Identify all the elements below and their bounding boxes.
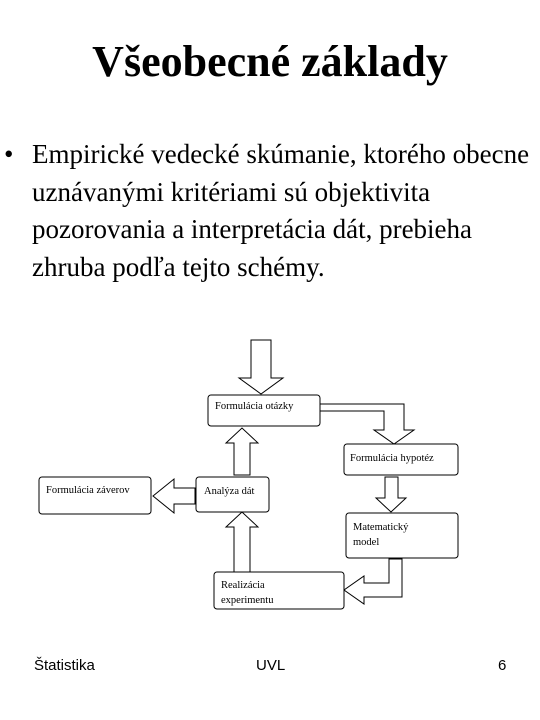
arrow-hypotheses-to-model bbox=[376, 477, 406, 512]
box-math-model-label-1: Matematický bbox=[353, 522, 409, 533]
slide-title: Všeobecné základy bbox=[92, 37, 448, 86]
arrow-to-hypotheses bbox=[320, 404, 414, 444]
arrow-model-to-experiment bbox=[344, 559, 402, 604]
box-formulation-hypotheses-label: Formulácia hypotéz bbox=[350, 453, 434, 464]
box-formulation-question-label: Formulácia otázky bbox=[215, 401, 294, 412]
box-math-model-label-2: model bbox=[353, 537, 380, 548]
bullet-dot: • bbox=[4, 139, 14, 169]
box-experiment-label-1: Realizácia bbox=[221, 580, 265, 591]
box-data-analysis-label: Analýza dát bbox=[204, 486, 255, 497]
entry-arrow-down bbox=[239, 340, 283, 394]
box-experiment-label-2: experimentu bbox=[221, 595, 274, 606]
footer-center-text: UVL bbox=[256, 657, 286, 674]
footer-left-text: Štatistika bbox=[34, 657, 95, 674]
bullet-text: Empirické vedecké skúmanie, ktorého obecne uznávanými kritériami sú objektivita pozorovania a interpretácia dát, prebieha zhruba podľa tejto schémy. bbox=[32, 139, 530, 282]
footer-page-number: 6 bbox=[498, 657, 507, 674]
arrow-analysis-to-question bbox=[226, 428, 258, 475]
arrow-analysis-to-conclusions bbox=[153, 479, 195, 513]
box-formulation-conclusions-label: Formulácia záverov bbox=[46, 485, 130, 496]
arrow-experiment-to-analysis bbox=[226, 512, 258, 572]
box-math-model bbox=[346, 513, 458, 558]
